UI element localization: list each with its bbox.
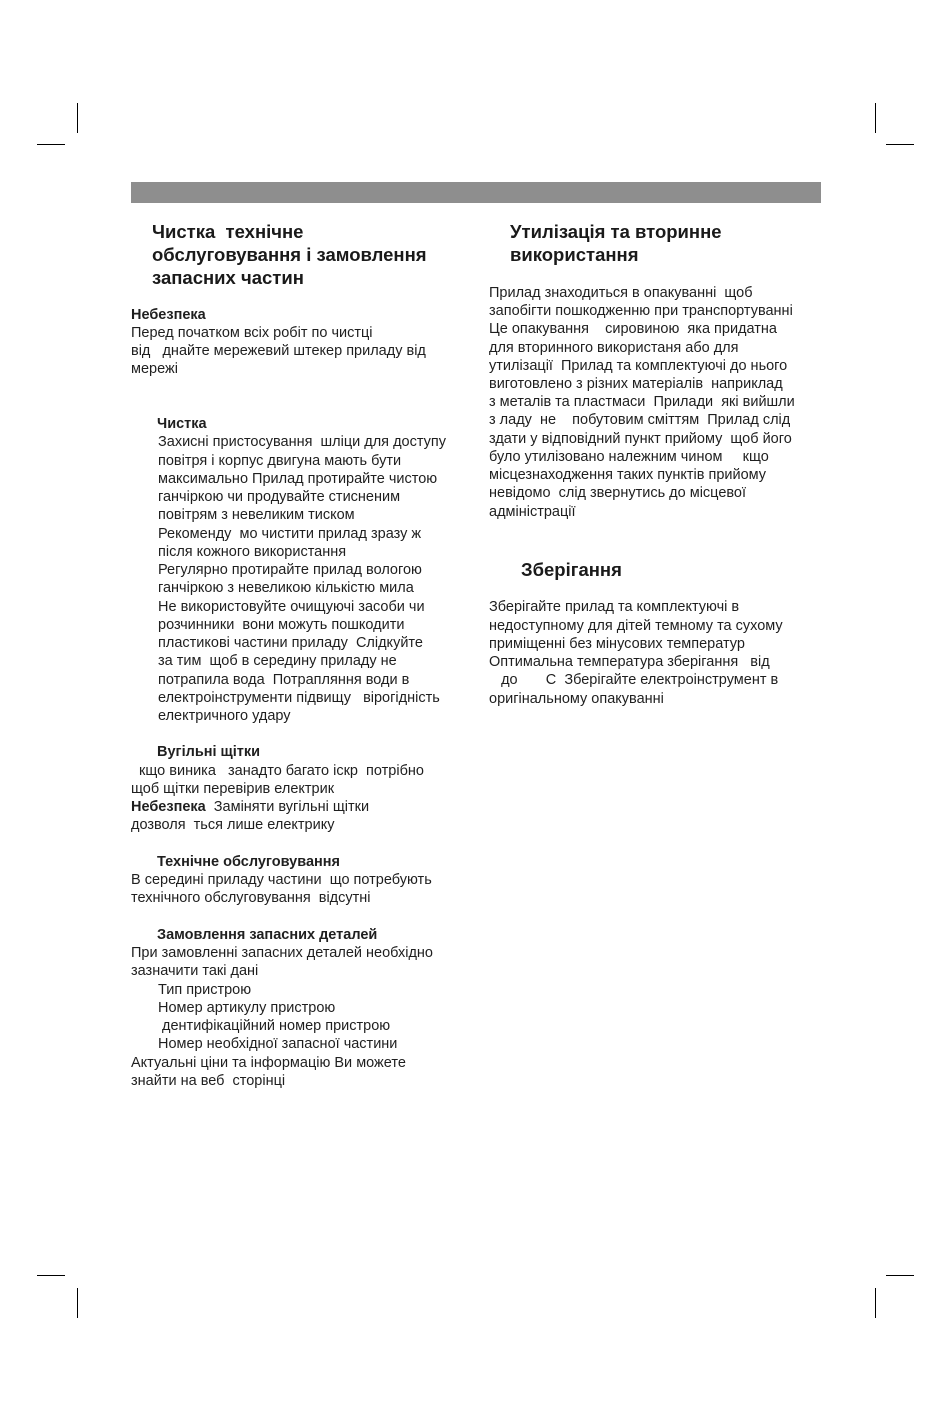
disposal-line: з ладу не побутовим сміттям Прилад слід	[489, 412, 791, 428]
brushes-line: дозволя ться лише електрику	[131, 817, 335, 833]
cleaning-line: повітря і корпус двигуна мають бути	[158, 453, 402, 469]
cleaning-line: за тим щоб в середину приладу не	[158, 653, 397, 669]
brushes-line: кщо виника занадто багато іскр потрібно	[131, 763, 424, 779]
order-item: Номер артикулу пристрою	[158, 1000, 336, 1016]
cleaning-line: максимально Прилад протирайте чистою	[158, 471, 438, 487]
disposal-line: для вторинного використаня або для	[489, 340, 739, 356]
disposal-line: Це опакування сировиною яка придатна	[489, 321, 777, 337]
disposal-line: утилізації Прилад та комплектуючі до нього	[489, 358, 788, 374]
order-item: Номер необхідної запасної частини	[158, 1036, 398, 1052]
storage-line: Оптимальна температура зберігання від	[489, 654, 770, 670]
disposal-heading-line: використання	[510, 244, 639, 265]
storage-heading: Зберігання	[521, 559, 622, 580]
brushes-line: щоб щітки перевірив електрик	[131, 781, 335, 797]
cleaning-line: Захисні пристосування шліци для доступу	[158, 434, 446, 450]
cleaning-title: Чистка	[157, 416, 207, 432]
order-line: знайти на веб сторінці	[131, 1073, 286, 1089]
storage-line: недоступному для дітей темному та сухому	[489, 618, 783, 634]
brushes-title: Вугільні щітки	[157, 744, 261, 760]
crop-mark	[886, 144, 914, 145]
crop-mark	[77, 1288, 78, 1318]
service-title: Технічне обслуговування	[157, 854, 340, 870]
cleaning-line: пластикові частини приладу Слідкуйте	[158, 635, 423, 651]
crop-mark	[886, 1275, 914, 1276]
order-line: зазначити такі дані	[131, 963, 259, 979]
disposal-line: виготовлено з різних матеріалів наприклад	[489, 376, 783, 392]
cleaning-line: ганчіркою чи продувайте стисненим	[158, 489, 401, 505]
cleaning-line: ганчіркою з невеликою кількістю мила	[158, 580, 414, 596]
cleaning-line: електроінструменти підвищу вірогідність	[158, 690, 440, 706]
cleaning-line: розчинники вони можуть пошкодити	[158, 617, 405, 633]
left-heading-line: обслуговування і замовлення	[152, 244, 427, 265]
cleaning-line: Регулярно протирайте прилад вологою	[158, 562, 422, 578]
cleaning-line: після кожного використання	[158, 544, 347, 560]
disposal-line: з металів та пластмаси Прилади які вийшли	[489, 394, 795, 410]
order-item: Тип пристрою	[158, 982, 252, 998]
disposal-line: запобігти пошкодженню при транспортуванні	[489, 303, 793, 319]
service-line: технічного обслуговування відсутні	[131, 890, 371, 906]
brushes-danger-label: Небезпека	[131, 799, 206, 815]
brushes-danger-line	[131, 798, 369, 816]
order-line: Актуальні ціни та інформацію Ви можете	[131, 1055, 406, 1071]
storage-line: до С Зберігайте електроінструмент в	[489, 672, 779, 688]
disposal-line: Прилад знаходиться в опакуванні щоб	[489, 285, 753, 301]
danger-line: від днайте мережевий штекер приладу від	[131, 343, 426, 359]
service-line: В середині приладу частини що потребують	[131, 872, 432, 888]
disposal-line: було утилізовано належним чином кщо	[489, 449, 769, 465]
cleaning-line: повітрям з невеликим тиском	[158, 507, 355, 523]
brushes-danger-text: Заміняти вугільні щітки	[205, 799, 370, 815]
danger-line: Перед початком всіх робіт по чистці	[131, 325, 373, 341]
disposal-line: адміністрації	[489, 504, 576, 520]
storage-line: оригінальному опакуванні	[489, 691, 664, 707]
crop-mark	[77, 103, 78, 133]
cleaning-line: потрапила вода Потрапляння води в	[158, 672, 410, 688]
order-line: При замовленні запасних деталей необхідно	[131, 945, 433, 961]
disposal-line: місцезнаходження таких пунктів прийому	[489, 467, 767, 483]
cleaning-line: Рекоменду мо чистити прилад зразу ж	[158, 526, 422, 542]
danger-title: Небезпека	[131, 307, 206, 323]
order-title: Замовлення запасних деталей	[157, 927, 378, 943]
disposal-heading-line: Утилізація та вторинне	[510, 221, 722, 242]
storage-line: приміщенні без мінусових температур	[489, 636, 745, 652]
crop-mark	[37, 1275, 65, 1276]
crop-mark	[37, 144, 65, 145]
left-heading-line: запасних частин	[152, 267, 304, 288]
danger-line: мережі	[131, 361, 178, 377]
header-bar	[131, 182, 821, 203]
disposal-line: здати у відповідний пункт прийому щоб його	[489, 431, 792, 447]
order-item: дентифікаційний номер пристрою	[158, 1018, 391, 1034]
storage-line: Зберігайте прилад та комплектуючі в	[489, 599, 740, 615]
cleaning-line: електричного удару	[158, 708, 291, 724]
left-heading-line: Чистка технічне	[152, 221, 304, 242]
crop-mark	[875, 1288, 876, 1318]
crop-mark	[875, 103, 876, 133]
cleaning-line: Не використовуйте очищуючі засоби чи	[158, 599, 425, 615]
disposal-line: невідомо слід звернутись до місцевої	[489, 485, 747, 501]
